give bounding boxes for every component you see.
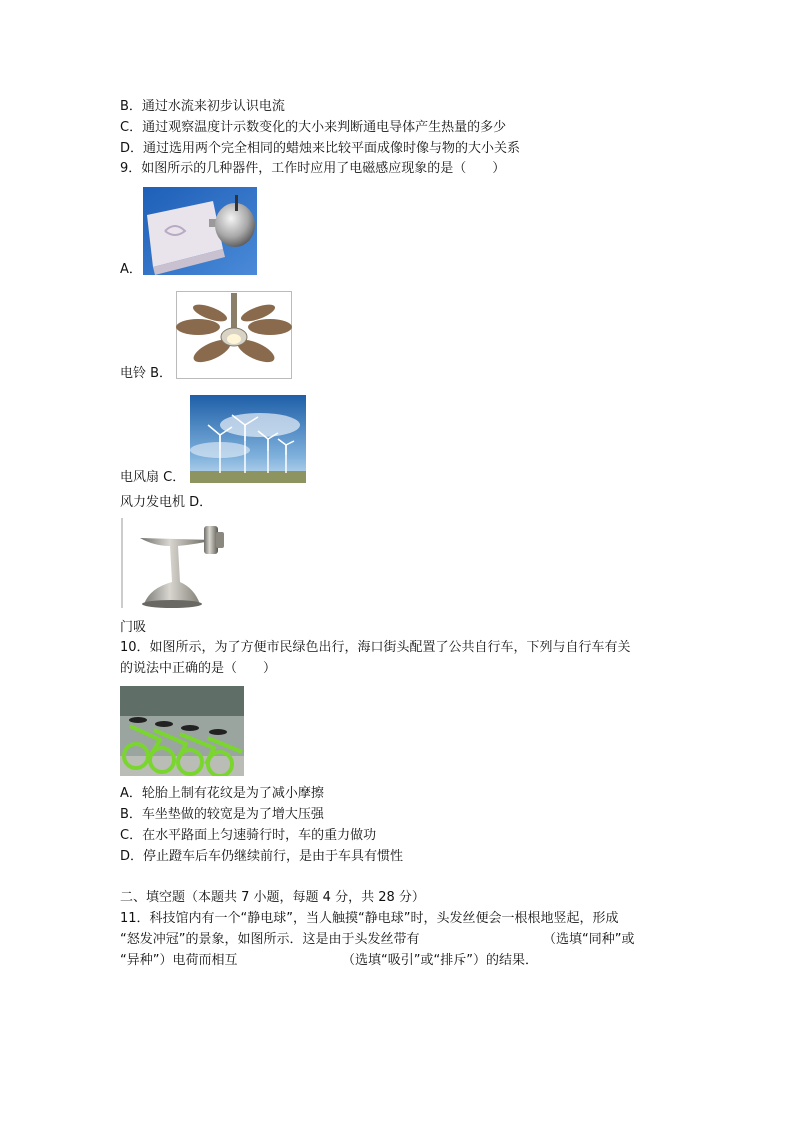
question-10-option-d: D．停止蹬车后车仍继续前行，是由于车具有惯性 — [120, 849, 404, 864]
question-11-line3a: “异种”）电荷而相互 — [120, 953, 238, 968]
ceiling-fan-icon — [176, 291, 292, 379]
question-11-line1: 11．科技馆内有一个“静电球”，当人触摸“静电球”时，头发丝便会一根根地竖起，形成 — [120, 911, 619, 926]
question-10-stem-line1: 10．如图所示，为了方便市民绿色出行，海口街头配置了公共自行车，下列与自行车有关 — [120, 640, 631, 655]
question-9-stem: 9．如图所示的几种器件，工作时应用了电磁感应现象的是（ ） — [120, 161, 506, 176]
question-11-line2a: “怒发冲冠”的景象，如图所示．这是由于头发丝带有 — [120, 932, 420, 947]
option-c-prev: C．通过观察温度计示数变化的大小来判断通电导体产生热量的多少 — [120, 120, 507, 135]
question-10-option-a: A．轮胎上制有花纹是为了减小摩擦 — [120, 786, 324, 801]
option-d-prev: D．通过选用两个完全相同的蜡烛来比较平面成像时像与物的大小关系 — [120, 141, 521, 156]
question-11-line3b: （选填“吸引”或“排斥”）的结果． — [342, 953, 538, 968]
question-10-option-b: B．车坐垫做的较宽是为了增大压强 — [120, 807, 324, 822]
option-b-prev: B．通过水流来初步认识电流 — [120, 99, 285, 114]
question-11-line2b: （选填“同种”或 — [543, 932, 635, 947]
section-2-heading: 二、填空题（本题共 7 小题，每题 4 分，共 28 分） — [120, 890, 425, 905]
wind-turbine-icon — [190, 395, 306, 483]
question-9-label-b: 电铃 B． — [120, 366, 173, 381]
public-bicycles-icon — [120, 686, 244, 776]
question-9-label-a: A． — [120, 262, 142, 277]
question-9-label-c: 电风扇 C． — [120, 470, 186, 485]
question-10-option-c: C．在水平路面上匀速骑行时，车的重力做功 — [120, 828, 377, 843]
question-9-label-end: 门吸 — [120, 620, 147, 635]
question-9-label-d: 风力发电机 D． — [120, 495, 213, 510]
electric-bell-icon — [143, 187, 257, 275]
question-10-stem-line2: 的说法中正确的是（ ） — [120, 661, 277, 676]
door-stop-icon — [120, 518, 234, 608]
